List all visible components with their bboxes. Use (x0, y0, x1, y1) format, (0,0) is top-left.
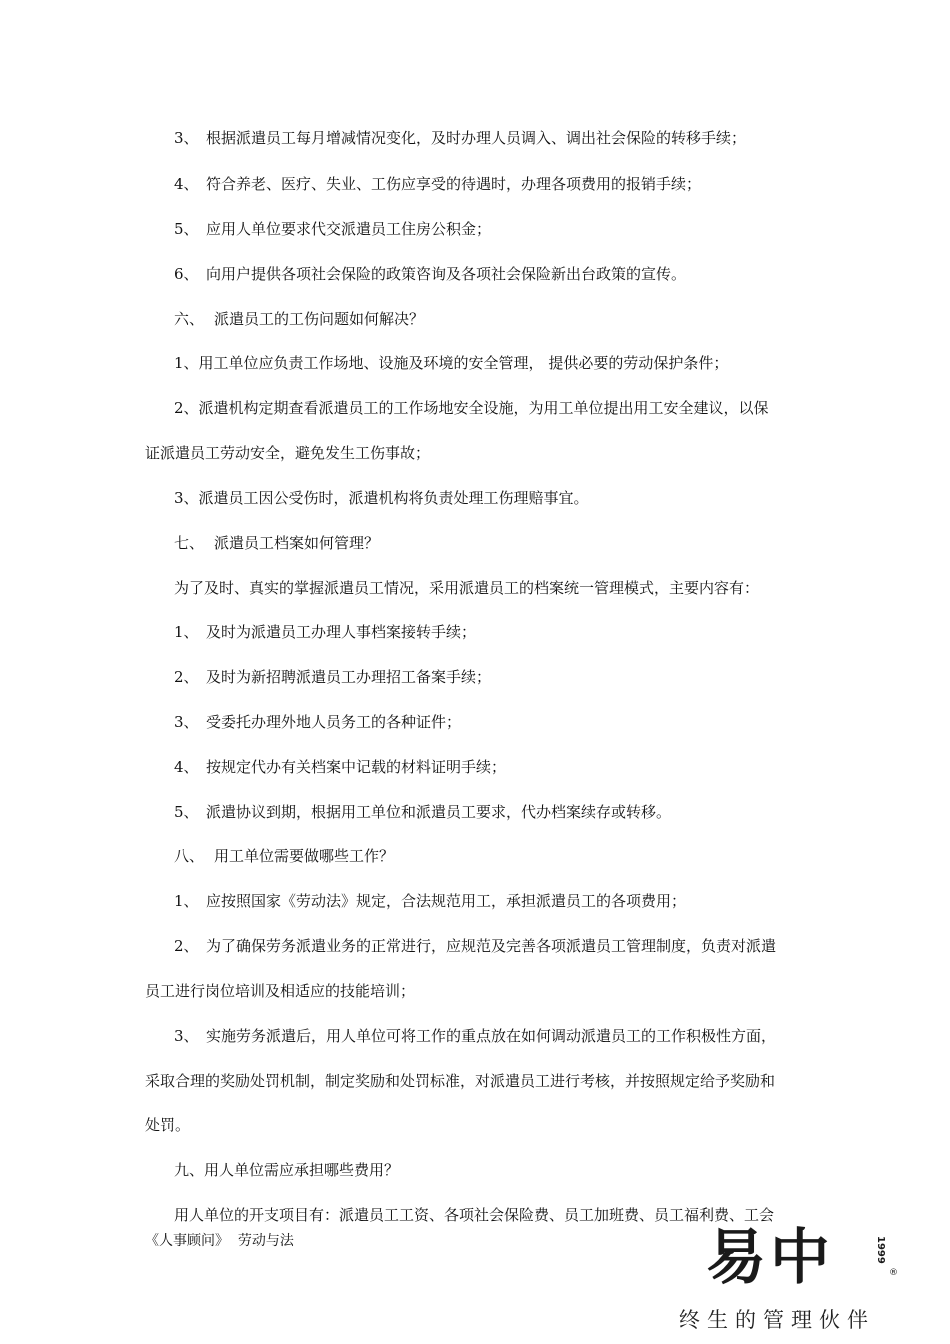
text-line: 1、 及时为派遣员工办理人事档案接转手续； (174, 623, 477, 641)
text-line: 1、 应按照国家《劳动法》规定，合法规范用工，承担派遣员工的各项费用； (174, 892, 687, 910)
registered-mark: ® (889, 1268, 898, 1278)
footer-source: 《人事顾问》 劳动与法 (145, 1233, 294, 1249)
section-heading: 七、 派遣员工档案如何管理？ (174, 534, 380, 552)
text-line: 3、 实施劳务派遣后，用人单位可将工作的重点放在如何调动派遣员工的工作积极性方面， (174, 1027, 777, 1045)
text-line: 处罚。 (145, 1116, 191, 1134)
text-line: 5、 应用人单位要求代交派遣员工住房公积金； (174, 220, 492, 238)
text-line: 为了及时、真实的掌握派遣员工情况，采用派遣员工的档案统一管理模式，主要内容有： (174, 579, 760, 597)
text-line: 2、 及时为新招聘派遣员工办理招工备案手续； (174, 668, 492, 686)
logo-mark: 易中 (706, 1223, 834, 1293)
section-heading: 八、 用工单位需要做哪些工作？ (174, 847, 395, 865)
text-line: 3、派遣员工因公受伤时，派遣机构将负责处理工伤理赔事宜。 (174, 489, 589, 507)
text-line: 1、用工单位应负责工作场地、设施及环境的安全管理， 提供必要的劳动保护条件； (174, 354, 729, 372)
text-line: 用人单位的开支项目有：派遣员工工资、各项社会保险费、员工加班费、员工福利费、工会 (174, 1206, 775, 1224)
text-line: 5、 派遣协议到期，根据用工单位和派遣员工要求，代办档案续存或转移。 (174, 803, 672, 821)
text-line: 2、 为了确保劳务派遣业务的正常进行，应规范及完善各项派遣员工管理制度，负责对派遣 (174, 937, 777, 955)
text-line: 采取合理的奖励处罚机制，制定奖励和处罚标准，对派遣员工进行考核，并按照规定给予奖励和 (145, 1072, 776, 1090)
logo-year: 1999 (875, 1236, 886, 1264)
text-line: 4、 按规定代办有关档案中记载的材料证明手续； (174, 758, 507, 776)
text-line: 员工进行岗位培训及相适应的技能培训； (145, 982, 416, 1000)
text-line: 2、派遣机构定期查看派遣员工的工作场地安全设施，为用工单位提出用工安全建议，以保 (174, 399, 769, 417)
section-heading: 九、用人单位需应承担哪些费用？ (174, 1161, 400, 1179)
text-line: 证派遣员工劳动安全，避免发生工伤事故； (145, 444, 431, 462)
text-line: 4、 符合养老、医疗、失业、工伤应享受的待遇时，办理各项费用的报销手续； (174, 175, 702, 193)
text-line: 3、 根据派遣员工每月增减情况变化，及时办理人员调入、调出社会保险的转移手续； (174, 129, 747, 147)
text-line: 6、 向用户提供各项社会保险的政策咨询及各项社会保险新出台政策的宣传。 (174, 265, 687, 283)
logo-slogan: 终生的管理伙伴 (679, 1308, 875, 1332)
text-line: 3、 受委托办理外地人员务工的各种证件； (174, 713, 462, 731)
company-logo (679, 1223, 903, 1344)
section-heading: 六、 派遣员工的工伤问题如何解决？ (174, 310, 425, 328)
